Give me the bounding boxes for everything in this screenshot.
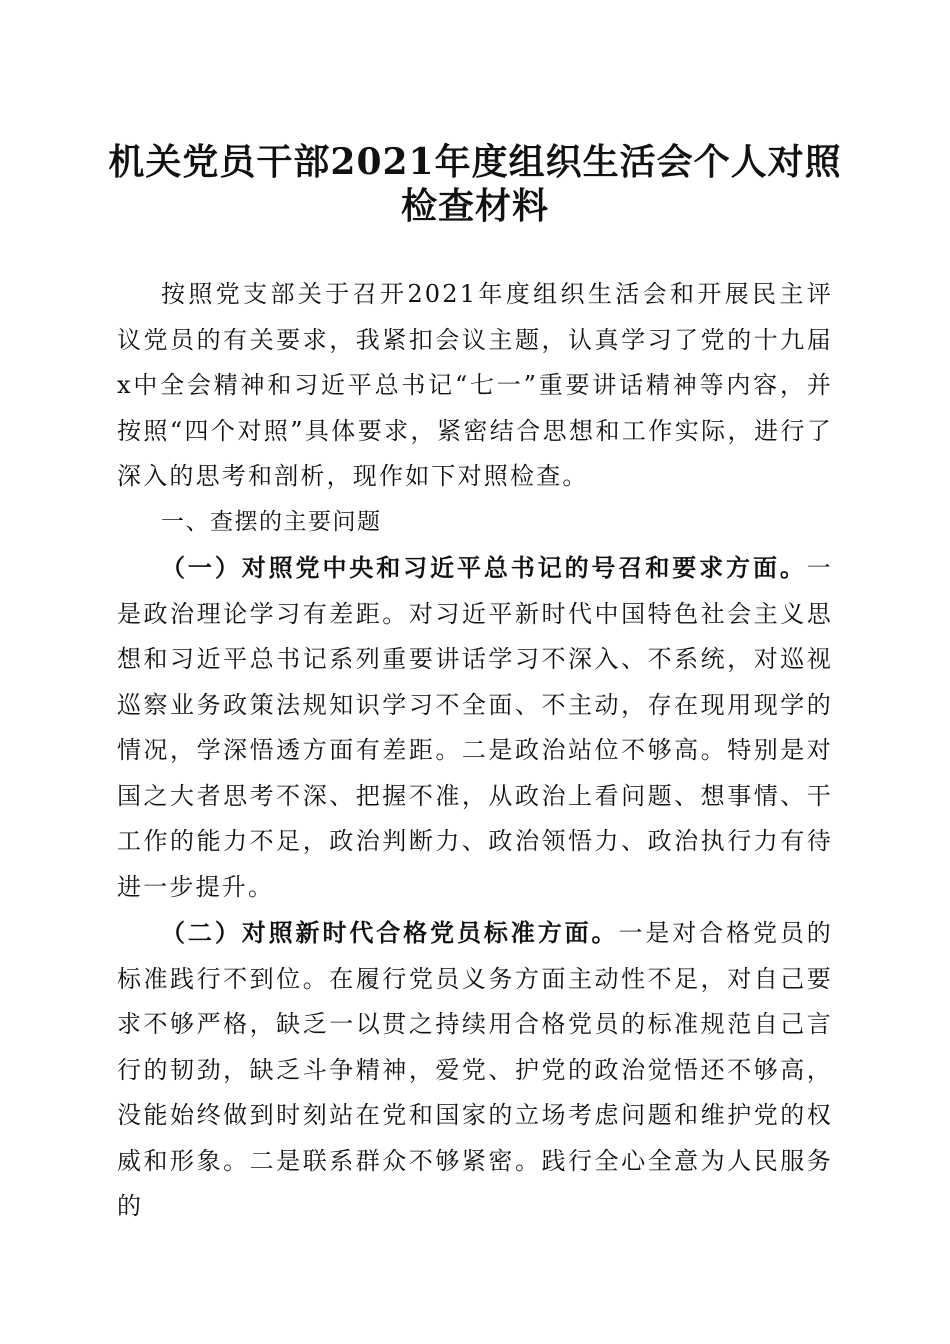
item-paragraph-1	[117, 545, 833, 910]
intro-paragraph: 按照党支部关于召开2021年度组织生活会和开展民主评议党员的有关要求，我紧扣会议主题，认真学习了党的十九届x中全会精神和习近平总书记“七一”重要讲话精神等内容，并按照“四个对照”具体要求，紧密结合思想和工作实际，进行了深入的思考和剖析，现作如下对照检查。	[117, 280, 833, 490]
item-2-text: 一是对合格党员的标准践行不到位。在履行党员义务方面主动性不足，对自己要求不够严格，缺乏一以贯之持续用合格党员的标准规范自己言行的韧劲，缺乏斗争精神，爱党、护党的政治觉悟还不够高，没能始终做到时刻站在党和国家的立场考虑问题和维护党的权威和形象。二是联系群众不够紧密。践行全心全意为人民服务的	[117, 919, 833, 1220]
document-title-line2: 检查材料	[400, 185, 549, 227]
item-paragraph-2	[117, 910, 833, 1230]
item-1-text: 一是政治理论学习有差距。对习近平新时代中国特色社会主义思想和习近平总书记系列重要讲话学习不深入、不系统，对巡视巡察业务政策法规知识学习不全面、不主动，存在现用现学的情况，学深悟透方面有差距。二是政治站位不够高。特别是对国之大者思考不深、把握不准，从政治上看问题、想事情、干工作的能力不足，政治判断力、政治领悟力、政治执行力有待进一步提升。	[117, 554, 833, 901]
document-body	[117, 272, 833, 1230]
document-title-line1: 机关党员干部2021年度组织生活会个人对照	[108, 141, 842, 183]
section-heading: 一、查摆的主要问题	[161, 508, 382, 535]
item-2-lead: （二）对照新时代合格党员标准方面。	[161, 918, 619, 947]
item-1-lead: （一）对照党中央和习近平总书记的号召和要求方面。	[161, 553, 807, 582]
